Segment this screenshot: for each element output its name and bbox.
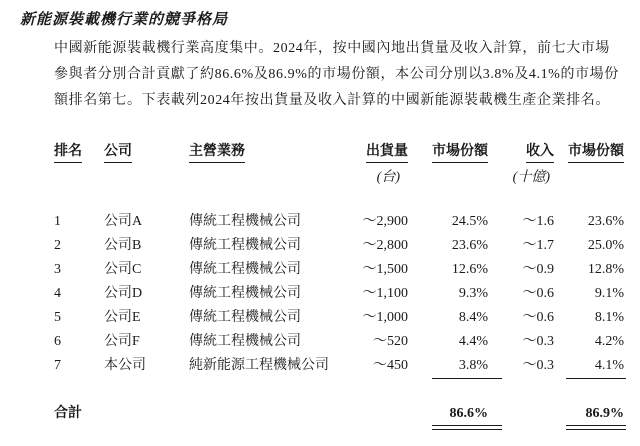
share-revenue-cell: 4.1% bbox=[594, 358, 624, 373]
business-cell: 傳統工程機械公司 bbox=[189, 214, 301, 229]
share-revenue-cell: 8.1% bbox=[594, 310, 624, 325]
rank-cell: 5 bbox=[54, 310, 61, 325]
share-shipments-cell: 4.4% bbox=[458, 334, 488, 349]
revenue-cell: ～1.7 bbox=[522, 238, 554, 253]
shipments-cell: ～1,500 bbox=[362, 262, 408, 277]
rank-cell: 6 bbox=[54, 334, 61, 349]
intro-paragraph bbox=[54, 36, 620, 114]
share-shipments-cell: 8.4% bbox=[458, 310, 488, 325]
paragraph-line-1: 中國新能源裝載機行業高度集中。2024年，按中國內地出貨量及收入計算，前七大市場 bbox=[54, 41, 610, 56]
total-share-shipments: 86.6% bbox=[449, 406, 488, 421]
company-cell: 公司D bbox=[104, 286, 143, 301]
total-label: 合計 bbox=[54, 406, 82, 421]
shipments-cell: ～520 bbox=[373, 334, 408, 349]
share-revenue-cell: 25.0% bbox=[587, 238, 624, 253]
total-share-revenue: 86.9% bbox=[585, 406, 624, 421]
company-cell: 本公司 bbox=[104, 358, 146, 373]
table-row bbox=[0, 330, 640, 354]
company-cell: 公司E bbox=[104, 310, 141, 325]
table-header-row bbox=[0, 142, 640, 166]
unit-shipments: (台) bbox=[376, 170, 400, 185]
total-double-rule-shipments bbox=[432, 425, 502, 430]
company-cell: 公司F bbox=[104, 334, 140, 349]
subtotal-rule-shipments bbox=[432, 378, 502, 379]
share-revenue-cell: 23.6% bbox=[587, 214, 624, 229]
share-shipments-cell: 24.5% bbox=[451, 214, 488, 229]
header-business: 主營業務 bbox=[189, 142, 245, 163]
shipments-cell: ～1,000 bbox=[362, 310, 408, 325]
share-revenue-cell: 9.1% bbox=[594, 286, 624, 301]
paragraph-line-2: 參與者分別合計貢獻了約86.6%及86.9%的市場份額，本公司分別以3.8%及4.1%的市場份 bbox=[54, 67, 619, 82]
rank-cell: 7 bbox=[54, 358, 61, 373]
header-share-revenue: 市場份額 bbox=[568, 142, 624, 163]
revenue-cell: ～0.3 bbox=[522, 358, 554, 373]
section-title: 新能源裝載機行業的競爭格局 bbox=[20, 12, 229, 28]
rank-cell: 2 bbox=[54, 238, 61, 253]
business-cell: 傳統工程機械公司 bbox=[189, 334, 301, 349]
business-cell: 傳統工程機械公司 bbox=[189, 262, 301, 277]
revenue-cell: ～0.6 bbox=[522, 286, 554, 301]
share-shipments-cell: 3.8% bbox=[458, 358, 488, 373]
table-row bbox=[0, 234, 640, 258]
revenue-cell: ～0.9 bbox=[522, 262, 554, 277]
company-cell: 公司C bbox=[104, 262, 142, 277]
share-shipments-cell: 23.6% bbox=[451, 238, 488, 253]
subtotal-rule-revenue bbox=[566, 378, 626, 379]
total-double-rule-revenue bbox=[566, 425, 626, 430]
business-cell: 傳統工程機械公司 bbox=[189, 310, 301, 325]
shipments-cell: ～2,800 bbox=[362, 238, 408, 253]
header-rank: 排名 bbox=[54, 142, 82, 163]
table-row bbox=[0, 258, 640, 282]
table-row bbox=[0, 282, 640, 306]
share-revenue-cell: 12.8% bbox=[587, 262, 624, 277]
paragraph-line-3: 額排名第七。下表載列2024年按出貨量及收入計算的中國新能源裝載機生產企業排名。 bbox=[54, 93, 610, 108]
revenue-cell: ～0.3 bbox=[522, 334, 554, 349]
share-shipments-cell: 12.6% bbox=[451, 262, 488, 277]
rank-cell: 4 bbox=[54, 286, 61, 301]
table-row bbox=[0, 210, 640, 234]
table-row bbox=[0, 306, 640, 330]
business-cell: 傳統工程機械公司 bbox=[189, 238, 301, 253]
header-shipments: 出貨量 bbox=[366, 142, 408, 163]
revenue-cell: ～0.6 bbox=[522, 310, 554, 325]
table-total-row bbox=[0, 402, 640, 426]
business-cell: 純新能源工程機械公司 bbox=[189, 358, 329, 373]
share-shipments-cell: 9.3% bbox=[458, 286, 488, 301]
company-cell: 公司A bbox=[104, 214, 143, 229]
shipments-cell: ～1,100 bbox=[362, 286, 408, 301]
header-company: 公司 bbox=[104, 142, 132, 163]
header-share-shipments: 市場份額 bbox=[432, 142, 488, 163]
share-revenue-cell: 4.2% bbox=[594, 334, 624, 349]
shipments-cell: ～2,900 bbox=[362, 214, 408, 229]
business-cell: 傳統工程機械公司 bbox=[189, 286, 301, 301]
company-cell: 公司B bbox=[104, 238, 142, 253]
table-row bbox=[0, 354, 640, 378]
shipments-cell: ～450 bbox=[373, 358, 408, 373]
revenue-cell: ～1.6 bbox=[522, 214, 554, 229]
unit-revenue: (十億) bbox=[512, 170, 550, 185]
header-revenue: 收入 bbox=[526, 142, 554, 163]
table-units-row bbox=[0, 166, 640, 190]
rank-cell: 1 bbox=[54, 214, 61, 229]
rank-cell: 3 bbox=[54, 262, 61, 277]
